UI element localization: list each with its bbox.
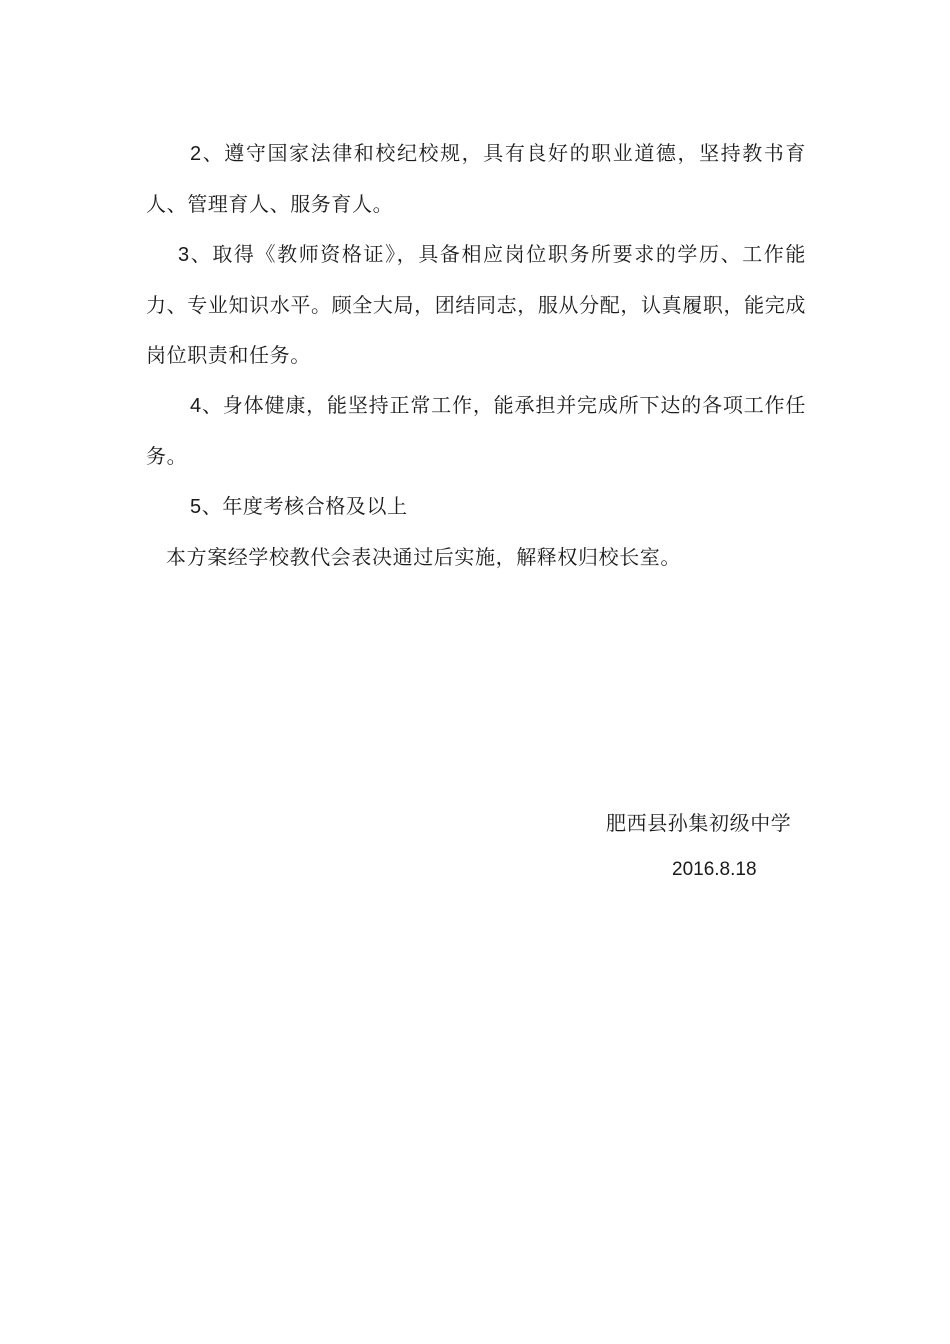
paragraph-text: 、取得《教师资格证》，具备相应岗位职务所要求的学历、工作能力、专业知识水平。顾全大局，团结同志，服从分配，认真履职，能完成岗位职责和任务。 — [146, 242, 806, 367]
paragraph-text: 、身体健康，能坚持正常工作，能承担并完成所下达的各项工作任务。 — [146, 393, 806, 468]
paragraph-requirement-3 — [146, 229, 806, 380]
paragraph-requirement-2 — [146, 128, 806, 229]
signature-date: 2016.8.18 — [672, 859, 757, 880]
paragraph-requirement-5 — [146, 481, 806, 532]
item-number: 5 — [190, 496, 202, 518]
closing-statement: 本方案经学校教代会表决通过后实施，解释权归校长室。 — [166, 545, 681, 569]
paragraph-text: 、遵守国家法律和校纪校规，具有良好的职业道德，坚持教书育人、管理育人、服务育人。 — [146, 141, 806, 216]
signature-school-name: 肥西县孙集初级中学 — [606, 811, 792, 835]
document-body — [146, 128, 806, 582]
paragraph-requirement-4 — [146, 380, 806, 481]
item-number: 2 — [190, 143, 202, 165]
item-number: 3 — [178, 244, 190, 266]
paragraph-text: 、年度考核合格及以上 — [201, 494, 408, 518]
item-number: 4 — [190, 395, 202, 417]
